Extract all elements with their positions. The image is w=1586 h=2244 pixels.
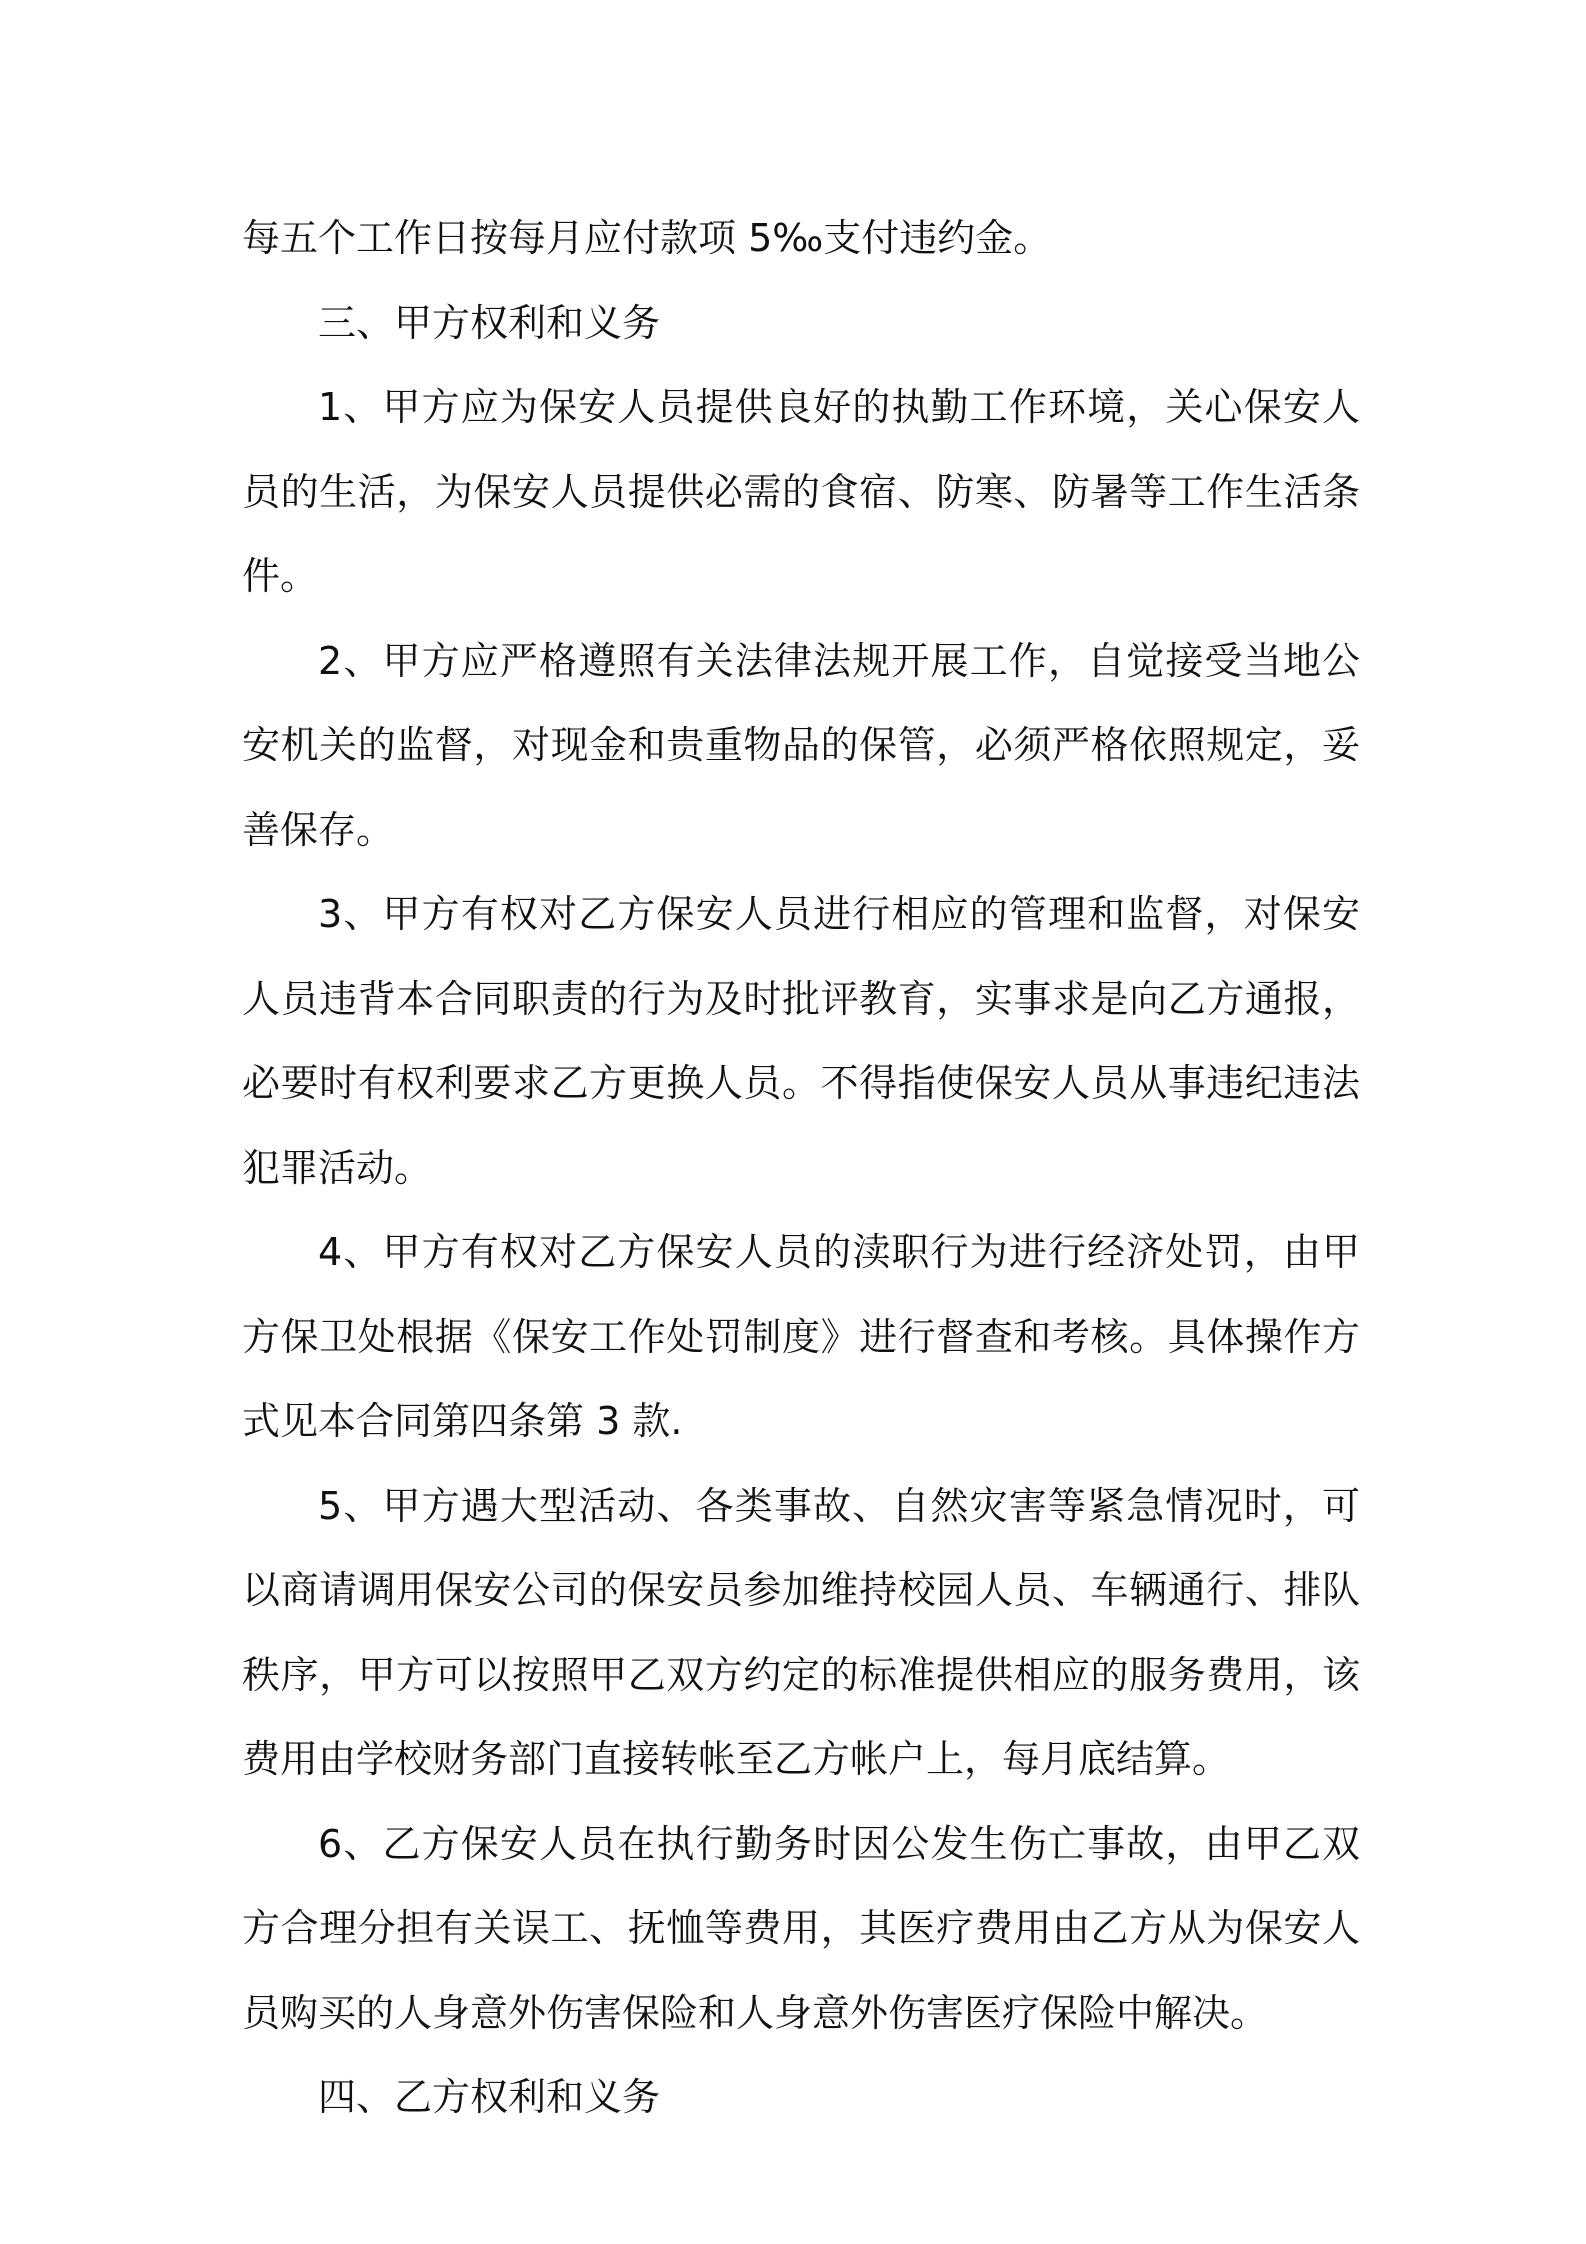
document-body	[242, 196, 1360, 2140]
clause-2: 2、甲方应严格遵照有关法律法规开展工作，自觉接受当地公安机关的监督，对现金和贵重物品的保管，必须严格依照规定，妥善保存。	[242, 638, 1360, 852]
section-heading-party-b-rights: 四、乙方权利和义务	[318, 2075, 661, 2119]
clause-4: 4、甲方有权对乙方保安人员的渎职行为进行经济处罚，由甲方保卫处根据《保安工作处罚制度》进行督查和考核。具体操作方式见本合同第四条第 3 款.	[242, 1230, 1360, 1443]
clause-3: 3、甲方有权对乙方保安人员进行相应的管理和监督，对保安人员违背本合同职责的行为及时批评教育，实事求是向乙方通报，必要时有权利要求乙方更换人员。不得指使保安人员从事违纪违法犯罪活动。	[242, 892, 1360, 1190]
clause-1: 1、甲方应为保安人员提供良好的执勤工作环境，关心保安人员的生活，为保安人员提供必需的食宿、防寒、防暑等工作生活条件。	[242, 385, 1360, 598]
clause-5: 5、甲方遇大型活动、各类事故、自然灾害等紧急情况时，可以商请调用保安公司的保安员参加维持校园人员、车辆通行、排队秩序，甲方可以按照甲乙双方约定的标准提供相应的服务费用，该费用由学校财务部门直接转帐至乙方帐户上，每月底结算。	[242, 1483, 1360, 1781]
clause-6: 6、乙方保安人员在执行勤务时因公发生伤亡事故，由甲乙双方合理分担有关误工、抚恤等费用，其医疗费用由乙方从为保安人员购买的人身意外伤害保险和人身意外伤害医疗保险中解决。	[242, 1821, 1360, 2035]
paragraph-penalty-continuation: 每五个工作日按每月应付款项 5‰支付违约金。	[242, 216, 1052, 260]
section-heading-party-a-rights: 三、甲方权利和义务	[318, 300, 661, 345]
